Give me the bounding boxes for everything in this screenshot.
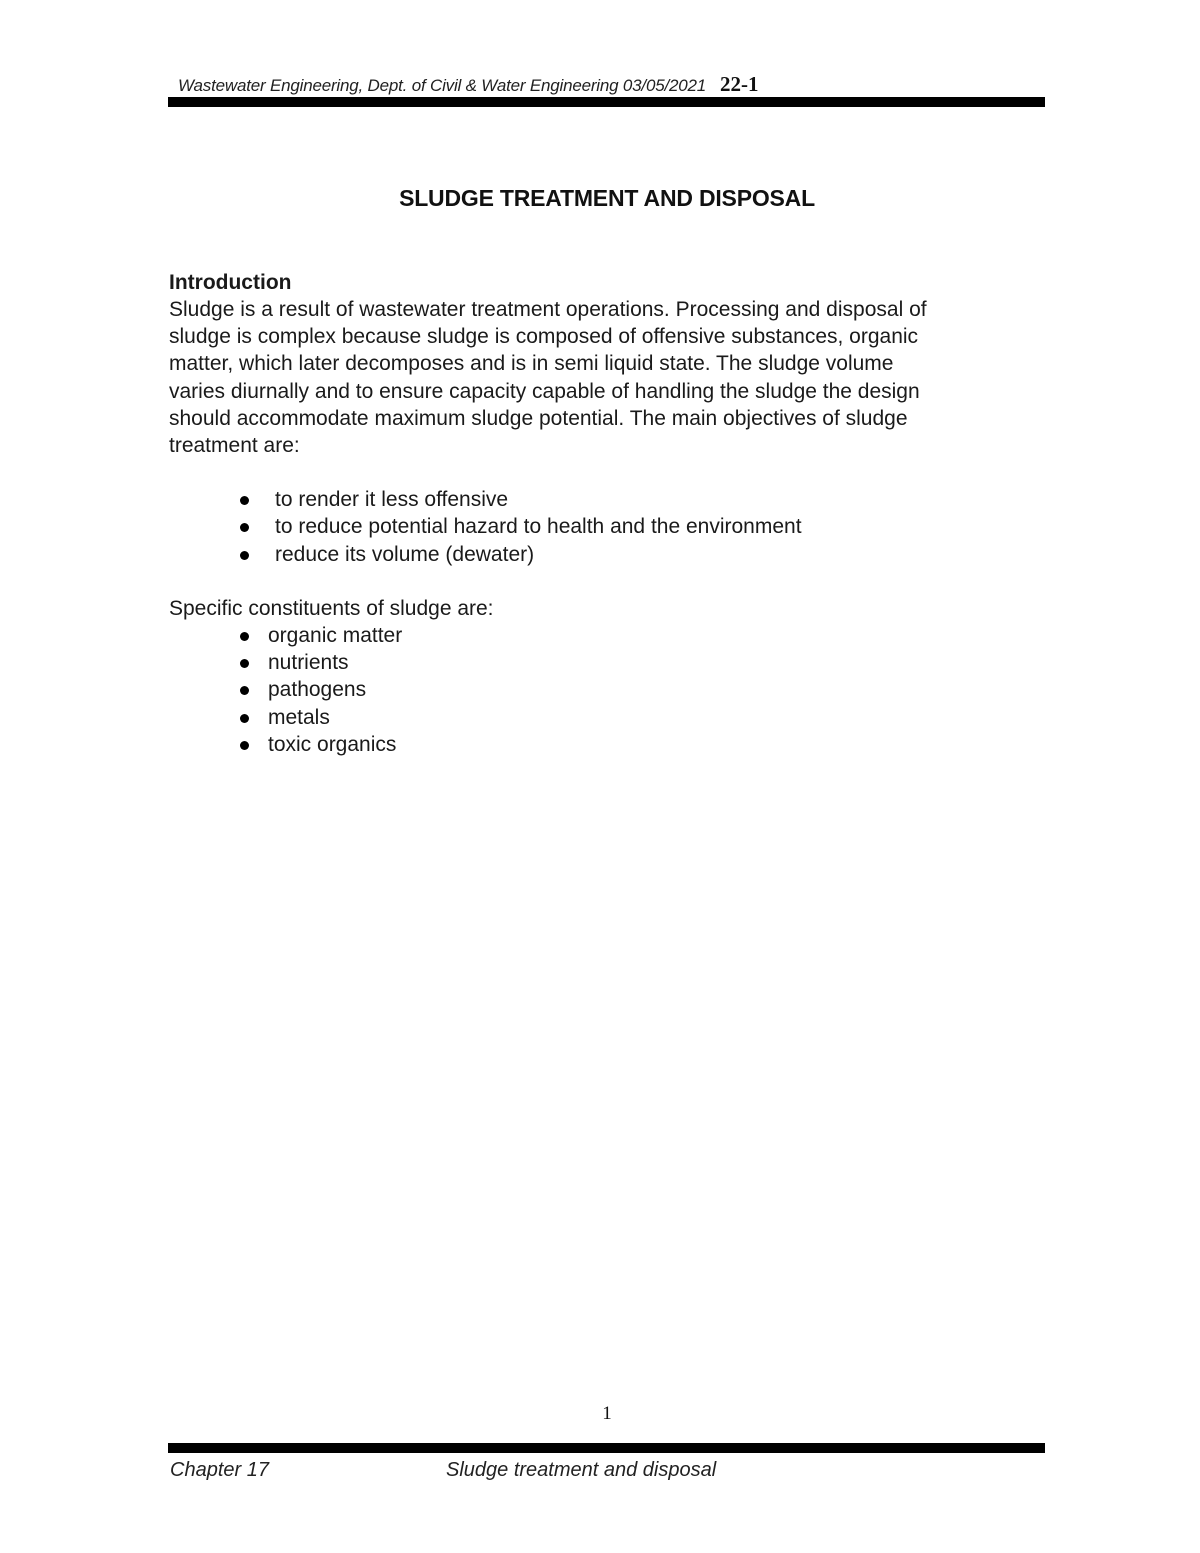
list-item-text: to render it less offensive	[275, 488, 509, 512]
list-item-text: toxic organics	[268, 732, 397, 756]
list-item	[169, 541, 1049, 568]
list-item	[169, 486, 1049, 513]
list-item-text: pathogens	[268, 678, 367, 702]
bullet-icon	[240, 632, 249, 641]
list-item-text: nutrients	[268, 651, 349, 675]
list-item-text: metals	[268, 705, 330, 729]
list-item	[169, 622, 1049, 649]
bullet-icon	[240, 741, 249, 750]
constituents-intro: Specific constituents of sludge are:	[169, 596, 494, 620]
list-item-text: reduce its volume (dewater)	[275, 542, 535, 566]
footer-chapter: Chapter 17	[170, 1459, 269, 1481]
footer-rule	[168, 1443, 1045, 1453]
bullet-icon	[240, 496, 249, 505]
main-content	[169, 269, 1049, 758]
header-course-info: Wastewater Engineering, Dept. of Civil & Water Engineering 03/05/2021	[178, 76, 706, 95]
bullet-icon	[240, 714, 249, 723]
running-header	[178, 72, 759, 97]
bullet-icon	[240, 686, 249, 695]
constituents-list	[169, 622, 1049, 758]
header-page-label: 22-1	[720, 72, 759, 96]
introduction-paragraph: Sludge is a result of wastewater treatment operations. Processing and disposal of sludge is complex because sludge is composed of offensive substances, organic matter, which later decomposes and is in semi liquid state. The sludge volume varies diurnally and to ensure capacity capable of handling the sludge the design should accommodate maximum sludge potential. The main objectives of sludge treatment are:	[169, 298, 927, 458]
bullet-icon	[240, 523, 249, 532]
list-item	[169, 649, 1049, 676]
list-item	[169, 676, 1049, 703]
list-item-text: organic matter	[268, 624, 403, 648]
bullet-icon	[240, 551, 249, 560]
bullet-icon	[240, 659, 249, 668]
list-item-text: to reduce potential hazard to health and the environment	[275, 515, 802, 539]
page-number: 1	[602, 1403, 612, 1424]
list-item	[169, 704, 1049, 731]
document-title: SLUDGE TREATMENT AND DISPOSAL	[399, 185, 815, 211]
footer-chapter-title: Sludge treatment and disposal	[446, 1459, 717, 1481]
list-item	[169, 513, 1049, 540]
header-rule	[168, 97, 1045, 107]
introduction-heading: Introduction	[169, 271, 292, 294]
objectives-list	[169, 486, 1049, 568]
list-item	[169, 731, 1049, 758]
